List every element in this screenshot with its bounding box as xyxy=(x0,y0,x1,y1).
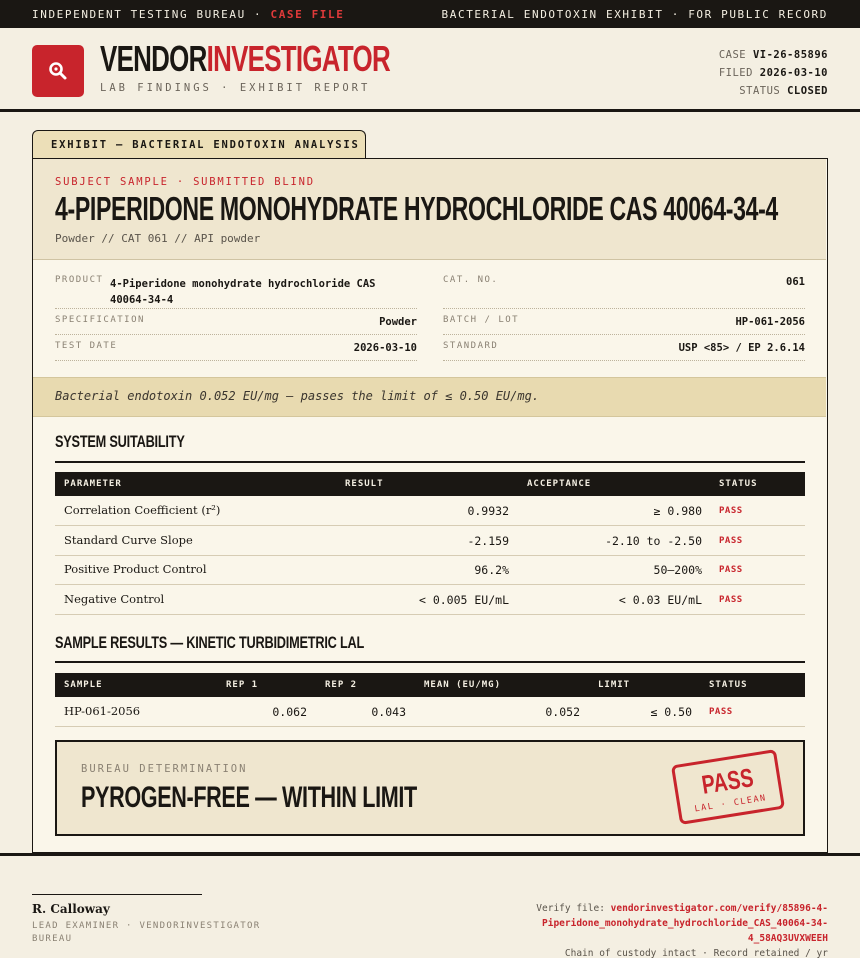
field-specification xyxy=(55,311,417,335)
field-label: CAT. NO. xyxy=(443,275,499,285)
filed-date: 2026-03-10 xyxy=(759,67,828,79)
acceptance-cell: 50–200% xyxy=(653,563,702,577)
field-product xyxy=(55,271,417,309)
rep2-cell: 0.043 xyxy=(371,705,406,719)
field-date-value: 2026-03-10 xyxy=(353,342,417,354)
field-label: TEST DATE xyxy=(55,341,118,351)
logo-badge[interactable] xyxy=(32,45,84,97)
brand-logo[interactable] xyxy=(100,38,503,80)
field-spec-value: Powder xyxy=(379,316,417,328)
field-standard xyxy=(443,337,805,361)
col-header: MEAN (EU/MG) xyxy=(424,680,502,690)
verify-link[interactable]: vendorinvestigator.com/verify/85896-4-Piperidone_monohydrate_hydrochloride_CAS_40064-34- xyxy=(542,903,828,929)
table-row xyxy=(55,526,805,556)
pass-stamp xyxy=(671,749,785,825)
col-header: RESULT xyxy=(345,479,384,489)
col-header: ACCEPTANCE xyxy=(527,479,592,489)
top-bar-left xyxy=(32,8,344,21)
acceptance-cell: < 0.03 EU/mL xyxy=(618,593,702,607)
top-bar-right: BACTERIAL ENDOTOXIN EXHIBIT · FOR PUBLIC RECORD xyxy=(441,7,828,21)
col-header: REP 2 xyxy=(325,680,358,690)
status-label: STATUS xyxy=(739,85,781,97)
param-cell: Standard Curve Slope xyxy=(64,533,193,547)
status-badge: PASS xyxy=(719,595,743,605)
field-test-date xyxy=(55,337,417,361)
top-bar-prefix: INDEPENDENT TESTING BUREAU · xyxy=(32,7,263,21)
site-header xyxy=(0,28,860,112)
brand-vendor: VENDOR xyxy=(100,38,207,79)
bureau-determination xyxy=(55,740,805,836)
param-cell: Correlation Coefficient (r²) xyxy=(64,503,221,517)
stamp-sub: LAL · CLEAN xyxy=(693,793,768,815)
stamp-main: PASS xyxy=(699,762,755,800)
verify-label: Verify file: xyxy=(536,903,605,914)
table-row xyxy=(55,585,805,615)
subject-subline: Powder // CAT 061 // API powder xyxy=(55,232,261,245)
field-cat-no xyxy=(443,271,805,309)
col-header: PARAMETER xyxy=(64,479,122,489)
section-rule xyxy=(55,461,805,463)
signature-line xyxy=(32,894,202,895)
field-cat-value: 061 xyxy=(786,276,805,288)
sample-results-title: SAMPLE RESULTS — KINETIC TURBIDIMETRIC LAL xyxy=(55,633,365,652)
col-header: REP 1 xyxy=(226,680,259,690)
determination-kicker: BUREAU DETERMINATION xyxy=(81,763,248,775)
status-badge: PASS xyxy=(719,536,743,546)
field-batch-value: HP-061-2056 xyxy=(735,316,805,328)
magnifier-icon xyxy=(47,60,69,82)
case-status: CLOSED xyxy=(787,85,828,97)
section-rule xyxy=(55,661,805,663)
result-summary: Bacterial endotoxin 0.052 EU/mg — passes the limit of ≤ 0.50 EU/mg. xyxy=(33,377,826,417)
result-cell: 96.2% xyxy=(474,563,509,577)
signer-name: R. Calloway xyxy=(32,902,110,916)
status-badge: PASS xyxy=(709,707,733,717)
top-bar-case-file: CASE FILE xyxy=(270,7,345,21)
field-product-value: 4-Piperidone monohydrate hydrochloride CAS 40064-34-4 xyxy=(110,278,376,306)
param-cell: Positive Product Control xyxy=(64,562,207,576)
filed-label: FILED xyxy=(718,67,753,79)
rep1-cell: 0.062 xyxy=(272,705,307,719)
exhibit-tab[interactable]: EXHIBIT — BACTERIAL ENDOTOXIN ANALYSIS xyxy=(32,130,366,159)
col-header: SAMPLE xyxy=(64,680,103,690)
col-header: STATUS xyxy=(719,479,758,489)
case-meta xyxy=(719,46,828,100)
status-badge: PASS xyxy=(719,565,743,575)
sample-cell: HP-061-2056 xyxy=(64,704,141,718)
custody-note: Chain of custody intact · Record retained / yr xyxy=(564,948,828,958)
suitability-table-header xyxy=(55,472,805,496)
sample-table-header xyxy=(55,673,805,697)
result-cell: 0.9932 xyxy=(467,504,509,518)
field-label: PRODUCT xyxy=(55,275,104,285)
table-row xyxy=(55,697,805,727)
acceptance-cell: ≥ 0.980 xyxy=(653,504,702,518)
field-label: BATCH / LOT xyxy=(443,315,520,325)
determination-verdict: PYROGEN-FREE — WITHIN LIMIT xyxy=(81,781,417,814)
mean-cell: 0.052 xyxy=(545,705,580,719)
table-row xyxy=(55,496,805,526)
status-badge: PASS xyxy=(719,506,743,516)
limit-cell: ≤ 0.50 xyxy=(650,705,692,719)
case-label: CASE xyxy=(718,49,747,61)
subject-kicker: SUBJECT SAMPLE · SUBMITTED BLIND xyxy=(55,176,315,188)
verify-link-cont[interactable]: 4_58AQ3UVXWEEH xyxy=(747,933,828,944)
table-row xyxy=(55,556,805,585)
brand-investigator: INVESTIGATOR xyxy=(206,38,390,79)
col-header: LIMIT xyxy=(598,680,631,690)
field-label: STANDARD xyxy=(443,341,499,351)
system-suitability-title: SYSTEM SUITABILITY xyxy=(55,432,185,451)
subject-block xyxy=(33,159,826,260)
field-label: SPECIFICATION xyxy=(55,315,145,325)
case-number: VI-26-85896 xyxy=(752,49,828,61)
col-header: STATUS xyxy=(709,680,748,690)
verify-block xyxy=(268,901,828,958)
result-cell: -2.159 xyxy=(467,534,509,548)
page-footer xyxy=(0,853,860,958)
field-standard-value: USP <85> / EP 2.6.14 xyxy=(678,342,805,354)
exhibit-panel xyxy=(32,158,828,853)
brand-tagline: LAB FINDINGS · EXHIBIT REPORT xyxy=(100,82,371,94)
signer-role: LEAD EXAMINER · VENDORINVESTIGATOR BUREAU xyxy=(32,921,261,944)
param-cell: Negative Control xyxy=(64,592,165,606)
result-cell: < 0.005 EU/mL xyxy=(418,593,509,607)
subject-title: 4-PIPERIDONE MONOHYDRATE HYDROCHLORIDE CAS 40064-34-4 xyxy=(55,190,778,227)
acceptance-cell: -2.10 to -2.50 xyxy=(605,534,702,548)
field-batch xyxy=(443,311,805,335)
top-bar xyxy=(0,0,860,28)
